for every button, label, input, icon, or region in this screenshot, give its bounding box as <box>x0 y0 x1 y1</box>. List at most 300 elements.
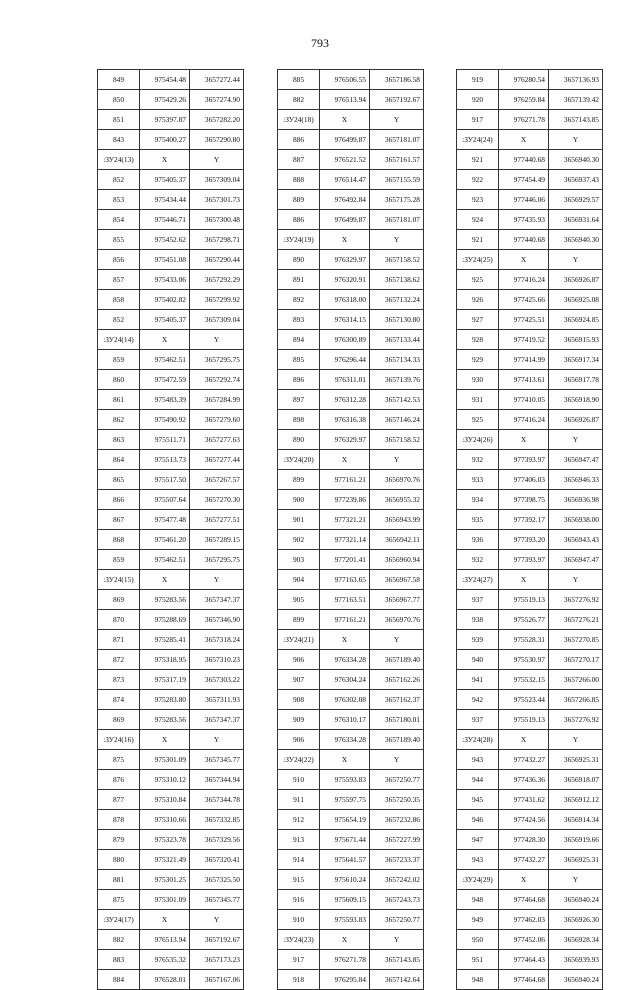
point-number: 921 <box>457 230 499 250</box>
point-number: 869 <box>98 710 140 730</box>
x-coordinate: 977462.03 <box>499 910 549 930</box>
point-number: 924 <box>457 210 499 230</box>
y-coordinate: 3656947.47 <box>549 450 603 470</box>
table-row <box>98 390 244 410</box>
table-row <box>98 790 244 810</box>
table-row <box>278 770 424 790</box>
y-coordinate: 3657289.15 <box>190 530 244 550</box>
x-coordinate: 977425.51 <box>499 310 549 330</box>
point-number: 919 <box>457 70 499 90</box>
point-number: 898 <box>278 410 320 430</box>
y-coordinate: Y <box>370 630 424 650</box>
x-coordinate: 975288.69 <box>140 610 190 630</box>
x-coordinate: 977464.68 <box>499 970 549 990</box>
x-coordinate: 976492.84 <box>320 190 370 210</box>
x-coordinate: 977428.30 <box>499 830 549 850</box>
x-coordinate: 975317.19 <box>140 670 190 690</box>
table-row <box>457 650 603 670</box>
y-coordinate: 3657270.85 <box>549 630 603 650</box>
point-number: 943 <box>457 750 499 770</box>
table-row <box>98 410 244 430</box>
point-number: 894 <box>278 330 320 350</box>
table-row <box>98 210 244 230</box>
x-coordinate: 977393.20 <box>499 530 549 550</box>
x-coordinate: 976296.44 <box>320 350 370 370</box>
y-coordinate: 3657192.67 <box>190 930 244 950</box>
y-coordinate: 3656914.34 <box>549 810 603 830</box>
x-coordinate: 975318.95 <box>140 650 190 670</box>
x-coordinate: X <box>320 750 370 770</box>
point-number: 868 <box>98 530 140 550</box>
table-row <box>278 790 424 810</box>
table-row <box>98 930 244 950</box>
point-number: 904 <box>278 570 320 590</box>
y-coordinate: Y <box>370 230 424 250</box>
table-row <box>98 230 244 250</box>
x-coordinate: 976499.87 <box>320 210 370 230</box>
y-coordinate: 3657250.77 <box>370 770 424 790</box>
point-number: 891 <box>278 270 320 290</box>
point-number: 913 <box>278 830 320 850</box>
point-number: 849 <box>98 70 140 90</box>
x-coordinate: 975532.15 <box>499 670 549 690</box>
table-row <box>457 930 603 950</box>
parcel-label: :ЗУ24(19) <box>278 230 320 250</box>
parcel-header-row <box>98 150 244 170</box>
y-coordinate: 3657162.26 <box>370 670 424 690</box>
point-number: 882 <box>278 90 320 110</box>
y-coordinate: 3657347.37 <box>190 590 244 610</box>
x-coordinate: 975517.50 <box>140 470 190 490</box>
table-row <box>457 370 603 390</box>
x-coordinate: 976316.38 <box>320 410 370 430</box>
table-row <box>457 950 603 970</box>
point-number: 877 <box>98 790 140 810</box>
table-row <box>98 630 244 650</box>
point-number: 942 <box>457 690 499 710</box>
y-coordinate: 3657277.44 <box>190 450 244 470</box>
point-number: 940 <box>457 650 499 670</box>
point-number: 888 <box>278 170 320 190</box>
y-coordinate: 3657192.67 <box>370 90 424 110</box>
x-coordinate: X <box>320 630 370 650</box>
point-number: 870 <box>98 610 140 630</box>
y-coordinate: 3657311.93 <box>190 690 244 710</box>
y-coordinate: Y <box>190 570 244 590</box>
y-coordinate: 3657146.24 <box>370 410 424 430</box>
table-row <box>98 490 244 510</box>
parcel-label: :ЗУ24(16) <box>98 730 140 750</box>
y-coordinate: 3657284.99 <box>190 390 244 410</box>
y-coordinate: 3657279.60 <box>190 410 244 430</box>
table-row <box>278 150 424 170</box>
x-coordinate: 975283.56 <box>140 590 190 610</box>
y-coordinate: Y <box>549 730 603 750</box>
x-coordinate: 976312.28 <box>320 390 370 410</box>
y-coordinate: 3657142.53 <box>370 390 424 410</box>
y-coordinate: 3657303.22 <box>190 670 244 690</box>
x-coordinate: 975472.59 <box>140 370 190 390</box>
table-row <box>98 270 244 290</box>
point-number: 925 <box>457 270 499 290</box>
y-coordinate: Y <box>370 110 424 130</box>
y-coordinate: 3656925.31 <box>549 750 603 770</box>
point-number: 943 <box>457 850 499 870</box>
y-coordinate: 3657130.80 <box>370 310 424 330</box>
y-coordinate: 3657266.85 <box>549 690 603 710</box>
point-number: 886 <box>278 210 320 230</box>
y-coordinate: Y <box>549 130 603 150</box>
y-coordinate: 3656939.93 <box>549 950 603 970</box>
table-row <box>457 610 603 630</box>
x-coordinate: 977424.56 <box>499 810 549 830</box>
point-number: 950 <box>457 930 499 950</box>
parcel-header-row <box>457 130 603 150</box>
y-coordinate: 3656919.66 <box>549 830 603 850</box>
x-coordinate: X <box>140 570 190 590</box>
x-coordinate: X <box>499 870 549 890</box>
point-number: 862 <box>98 410 140 430</box>
parcel-label: :ЗУ24(23) <box>278 930 320 950</box>
point-number: 929 <box>457 350 499 370</box>
table-row <box>457 810 603 830</box>
table-row <box>457 970 603 990</box>
x-coordinate: 975301.09 <box>140 750 190 770</box>
table-row <box>457 890 603 910</box>
point-number: 859 <box>98 350 140 370</box>
y-coordinate: 3656943.43 <box>549 530 603 550</box>
x-coordinate: 975477.48 <box>140 510 190 530</box>
table-row <box>98 750 244 770</box>
parcel-label: :ЗУ24(13) <box>98 150 140 170</box>
x-coordinate: 975433.06 <box>140 270 190 290</box>
y-coordinate: 3656926.87 <box>549 410 603 430</box>
y-coordinate: 3657295.75 <box>190 550 244 570</box>
table-row <box>278 470 424 490</box>
y-coordinate: 3657309.04 <box>190 170 244 190</box>
point-number: 918 <box>278 970 320 990</box>
point-number: 871 <box>98 630 140 650</box>
x-coordinate: 975402.82 <box>140 290 190 310</box>
coordinate-table-right <box>456 69 603 990</box>
y-coordinate: Y <box>190 730 244 750</box>
y-coordinate: 3657232.86 <box>370 810 424 830</box>
table-row <box>457 690 603 710</box>
table-row <box>278 190 424 210</box>
y-coordinate: 3656940.30 <box>549 230 603 250</box>
x-coordinate: 975397.87 <box>140 110 190 130</box>
point-number: 910 <box>278 910 320 930</box>
x-coordinate: 976513.94 <box>140 930 190 950</box>
table-row <box>278 710 424 730</box>
point-number: 889 <box>278 190 320 210</box>
table-row <box>278 550 424 570</box>
parcel-header-row <box>278 630 424 650</box>
table-row <box>278 950 424 970</box>
table-row <box>457 490 603 510</box>
table-row <box>98 110 244 130</box>
parcel-header-row <box>98 330 244 350</box>
y-coordinate: 3656947.47 <box>549 550 603 570</box>
y-coordinate: 3657276.92 <box>549 590 603 610</box>
point-number: 922 <box>457 170 499 190</box>
x-coordinate: X <box>499 130 549 150</box>
table-row <box>457 150 603 170</box>
table-row <box>98 950 244 970</box>
x-coordinate: X <box>320 230 370 250</box>
y-coordinate: 3656929.57 <box>549 190 603 210</box>
point-number: 948 <box>457 890 499 910</box>
table-row <box>457 850 603 870</box>
y-coordinate: 3656970.76 <box>370 470 424 490</box>
table-row <box>457 410 603 430</box>
x-coordinate: 976300.89 <box>320 330 370 350</box>
point-number: 865 <box>98 470 140 490</box>
table-row <box>98 850 244 870</box>
x-coordinate: X <box>320 930 370 950</box>
page-number: 793 <box>311 36 329 50</box>
table-row <box>457 710 603 730</box>
point-number: 885 <box>278 70 320 90</box>
x-coordinate: 977163.65 <box>320 570 370 590</box>
x-coordinate: 977440.68 <box>499 150 549 170</box>
point-number: 905 <box>278 590 320 610</box>
point-number: 895 <box>278 350 320 370</box>
point-number: 916 <box>278 890 320 910</box>
x-coordinate: 975454.48 <box>140 70 190 90</box>
point-number: 909 <box>278 710 320 730</box>
x-coordinate: 976521.52 <box>320 150 370 170</box>
point-number: 853 <box>98 190 140 210</box>
x-coordinate: 977239.86 <box>320 490 370 510</box>
table-row <box>278 390 424 410</box>
y-coordinate: 3657332.85 <box>190 810 244 830</box>
y-coordinate: 3657143.85 <box>370 950 424 970</box>
y-coordinate: 3657292.74 <box>190 370 244 390</box>
point-number: 917 <box>457 110 499 130</box>
point-number: 843 <box>98 130 140 150</box>
point-number: 875 <box>98 890 140 910</box>
table-row <box>98 170 244 190</box>
y-coordinate: 3656967.77 <box>370 590 424 610</box>
table-row <box>457 170 603 190</box>
parcel-header-row <box>278 450 424 470</box>
table-row <box>98 290 244 310</box>
y-coordinate: 3657309.04 <box>190 310 244 330</box>
point-number: 941 <box>457 670 499 690</box>
y-coordinate: 3657344.94 <box>190 770 244 790</box>
table-row <box>98 430 244 450</box>
y-coordinate: 3657158.52 <box>370 250 424 270</box>
y-coordinate: 3656946.33 <box>549 470 603 490</box>
table-row <box>278 850 424 870</box>
table-row <box>278 330 424 350</box>
y-coordinate: 3656960.94 <box>370 550 424 570</box>
y-coordinate: Y <box>549 870 603 890</box>
y-coordinate: 3657243.73 <box>370 890 424 910</box>
table-row <box>457 310 603 330</box>
y-coordinate: 3656943.99 <box>370 510 424 530</box>
table-row <box>98 650 244 670</box>
table-row <box>98 90 244 110</box>
y-coordinate: 3657155.59 <box>370 170 424 190</box>
point-number: 906 <box>278 730 320 750</box>
x-coordinate: X <box>499 570 549 590</box>
y-coordinate: 3657134.33 <box>370 350 424 370</box>
x-coordinate: 975323.78 <box>140 830 190 850</box>
table-row <box>457 830 603 850</box>
table-row <box>98 890 244 910</box>
point-number: 926 <box>457 290 499 310</box>
x-coordinate: 977201.41 <box>320 550 370 570</box>
point-number: 927 <box>457 310 499 330</box>
parcel-label: :ЗУ24(26) <box>457 430 499 450</box>
x-coordinate: 976514.47 <box>320 170 370 190</box>
y-coordinate: 3657266.00 <box>549 670 603 690</box>
x-coordinate: 975671.44 <box>320 830 370 850</box>
x-coordinate: X <box>140 730 190 750</box>
y-coordinate: 3657270.30 <box>190 490 244 510</box>
table-row <box>457 270 603 290</box>
point-number: 925 <box>457 410 499 430</box>
y-coordinate: 3656955.32 <box>370 490 424 510</box>
table-row <box>98 310 244 330</box>
y-coordinate: Y <box>370 930 424 950</box>
parcel-header-row <box>457 730 603 750</box>
point-number: 911 <box>278 790 320 810</box>
x-coordinate: 977431.62 <box>499 790 549 810</box>
table-row <box>278 250 424 270</box>
table-row <box>457 790 603 810</box>
x-coordinate: 975310.66 <box>140 810 190 830</box>
table-row <box>457 330 603 350</box>
coordinate-table-middle <box>277 69 424 990</box>
parcel-header-row <box>278 750 424 770</box>
point-number: 867 <box>98 510 140 530</box>
x-coordinate: X <box>499 430 549 450</box>
point-number: 861 <box>98 390 140 410</box>
table-row <box>278 890 424 910</box>
table-row <box>278 370 424 390</box>
table-row <box>278 730 424 750</box>
point-number: 920 <box>457 90 499 110</box>
y-coordinate: 3657301.73 <box>190 190 244 210</box>
x-coordinate: 977161.21 <box>320 610 370 630</box>
x-coordinate: 975641.57 <box>320 850 370 870</box>
point-number: 881 <box>98 870 140 890</box>
point-number: 934 <box>457 490 499 510</box>
parcel-label: :ЗУ24(15) <box>98 570 140 590</box>
point-number: 939 <box>457 630 499 650</box>
point-number: 855 <box>98 230 140 250</box>
table-row <box>278 90 424 110</box>
x-coordinate: 975310.84 <box>140 790 190 810</box>
y-coordinate: 3657276.21 <box>549 610 603 630</box>
y-coordinate: 3657233.37 <box>370 850 424 870</box>
x-coordinate: 977464.43 <box>499 950 549 970</box>
y-coordinate: 3657277.51 <box>190 510 244 530</box>
parcel-label: :ЗУ24(18) <box>278 110 320 130</box>
y-coordinate: 3657250.35 <box>370 790 424 810</box>
table-row <box>98 710 244 730</box>
parcel-label: :ЗУ24(25) <box>457 250 499 270</box>
point-number: 869 <box>98 590 140 610</box>
table-row <box>278 350 424 370</box>
table-row <box>278 510 424 530</box>
y-coordinate: 3657161.57 <box>370 150 424 170</box>
y-coordinate: 3656926.30 <box>549 910 603 930</box>
x-coordinate: 977452.06 <box>499 930 549 950</box>
y-coordinate: 3657267.57 <box>190 470 244 490</box>
point-number: 937 <box>457 590 499 610</box>
x-coordinate: 977432.27 <box>499 850 549 870</box>
table-row <box>98 610 244 630</box>
x-coordinate: 975511.71 <box>140 430 190 450</box>
y-coordinate: 3657143.85 <box>549 110 603 130</box>
table-row <box>278 570 424 590</box>
x-coordinate: 975610.24 <box>320 870 370 890</box>
x-coordinate: 976271.78 <box>320 950 370 970</box>
y-coordinate: Y <box>549 250 603 270</box>
y-coordinate: 3656938.00 <box>549 510 603 530</box>
y-coordinate: Y <box>190 150 244 170</box>
x-coordinate: 975285.41 <box>140 630 190 650</box>
x-coordinate: 976302.08 <box>320 690 370 710</box>
point-number: 902 <box>278 530 320 550</box>
x-coordinate: 975301.25 <box>140 870 190 890</box>
x-coordinate: 977416.24 <box>499 410 549 430</box>
x-coordinate: 977416.24 <box>499 270 549 290</box>
point-number: 864 <box>98 450 140 470</box>
point-number: 923 <box>457 190 499 210</box>
y-coordinate: 3657189.40 <box>370 730 424 750</box>
table-row <box>278 870 424 890</box>
x-coordinate: 976310.17 <box>320 710 370 730</box>
table-row <box>457 230 603 250</box>
x-coordinate: 976280.54 <box>499 70 549 90</box>
y-coordinate: 3657180.01 <box>370 710 424 730</box>
y-coordinate: 3657272.44 <box>190 70 244 90</box>
table-row <box>457 530 603 550</box>
table-row <box>457 770 603 790</box>
parcel-header-row <box>457 870 603 890</box>
table-row <box>278 650 424 670</box>
table-row <box>278 70 424 90</box>
x-coordinate: 977410.05 <box>499 390 549 410</box>
table-row <box>98 190 244 210</box>
y-coordinate: 3657347.37 <box>190 710 244 730</box>
table-row <box>457 590 603 610</box>
y-coordinate: 3657186.58 <box>370 70 424 90</box>
y-coordinate: 3657189.40 <box>370 650 424 670</box>
y-coordinate: 3656940.24 <box>549 970 603 990</box>
point-number: 875 <box>98 750 140 770</box>
point-number: 944 <box>457 770 499 790</box>
point-number: 948 <box>457 970 499 990</box>
y-coordinate: 3657167.06 <box>190 970 244 990</box>
point-number: 949 <box>457 910 499 930</box>
x-coordinate: 975597.75 <box>320 790 370 810</box>
point-number: 951 <box>457 950 499 970</box>
parcel-header-row <box>278 930 424 950</box>
table-row <box>457 450 603 470</box>
x-coordinate: 975593.83 <box>320 910 370 930</box>
point-number: 899 <box>278 470 320 490</box>
x-coordinate: X <box>140 330 190 350</box>
table-row <box>278 690 424 710</box>
parcel-header-row <box>278 110 424 130</box>
y-coordinate: 3657290.80 <box>190 130 244 150</box>
